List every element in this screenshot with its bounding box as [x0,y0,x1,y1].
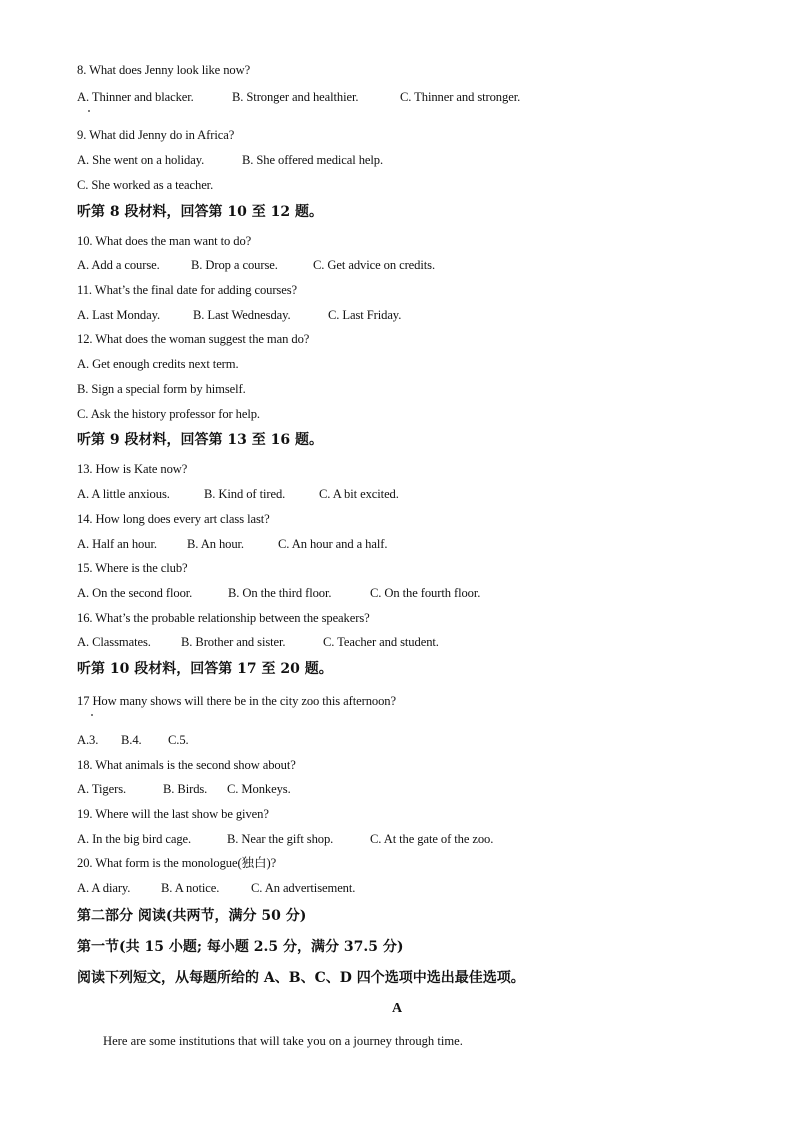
question-8-options [77,90,521,104]
option-a: A. In the big bird cage. [77,832,192,846]
question-14-options [77,537,388,551]
option-b: B. Last Wednesday. [193,308,291,322]
option-b: B. On the third floor. [228,586,332,600]
option-c: C. At the gate of the zoo. [370,832,494,846]
question-20-stem: 20. What form is the monologue(独白)? [77,856,277,870]
option-c: C. An advertisement. [251,881,356,895]
question-19-options [77,832,494,846]
question-19-stem: 19. Where will the last show be given? [77,807,269,821]
question-9-option-c: C. She worked as a teacher. [77,178,214,192]
question-16-stem: 16. What’s the probable relationship between the speakers? [77,611,370,625]
reading-instruction: 阅读下列短文，从每题所给的 A、B、C、D 四个选项中选出最佳选项。 [77,970,525,986]
section-10-heading: 听第 10 段材料，回答第 17 至 20 题。 [77,661,333,677]
option-b: B. An hour. [187,537,244,551]
option-c: C. An hour and a half. [278,537,388,551]
question-15-stem: 15. Where is the club? [77,561,188,575]
option-a: A. Add a course. [77,258,160,272]
question-12-option-a: A. Get enough credits next term. [77,357,239,371]
option-a: A. She went on a holiday. [77,153,205,167]
passage-label: A [391,1001,403,1016]
option-a: A. On the second floor. [77,586,193,600]
option-b: B. Brother and sister. [181,635,286,649]
question-16-options [77,635,439,649]
option-a: A. A diary. [77,881,131,895]
option-a: A.3. [77,733,99,747]
question-12-stem: 12. What does the woman suggest the man do? [77,332,310,346]
question-9-stem: 9. What did Jenny do in Africa? [77,128,235,142]
option-b: B. She offered medical help. [242,153,384,167]
option-c: C. Last Friday. [328,308,402,322]
option-a: A. Tigers. [77,782,127,796]
option-b: B. Birds. [163,782,208,796]
question-13-options [77,487,399,501]
section-1-heading: 第一节(共 15 小题; 每小题 2.5 分，满分 37.5 分) [77,939,404,955]
option-b: B. Stronger and healthier. [232,90,359,104]
option-c: C. Monkeys. [227,782,291,796]
option-b: B. Near the gift shop. [227,832,334,846]
question-20-options [77,881,356,895]
question-10-options [77,258,435,272]
option-a: A. Half an hour. [77,537,157,551]
option-c: C. Get advice on credits. [313,258,435,272]
option-b: B. A notice. [161,881,220,895]
option-b: B. Kind of tired. [204,487,286,501]
question-11-options [77,308,402,322]
part-2-title: 第二部分 阅读(共两节，满分 50 分) [77,908,307,924]
question-15-options [77,586,481,600]
question-12-option-b: B. Sign a special form by himself. [77,382,246,396]
stray-dot [91,714,93,716]
stray-dot [88,110,90,112]
section-9-heading: 听第 9 段材料，回答第 13 至 16 题。 [77,432,323,448]
option-a: A. A little anxious. [77,487,170,501]
question-18-options [77,782,291,796]
question-14-stem: 14. How long does every art class last? [77,512,270,526]
question-11-stem: 11. What’s the final date for adding courses? [77,283,298,297]
section-8-heading: 听第 8 段材料，回答第 10 至 12 题。 [77,204,323,220]
option-c: C. Teacher and student. [323,635,439,649]
question-12-option-c: C. Ask the history professor for help. [77,407,260,421]
question-10-stem: 10. What does the man want to do? [77,234,252,248]
option-b: B.4. [121,733,142,747]
option-a: A. Thinner and blacker. [77,90,194,104]
passage-intro: Here are some institutions that will take you on a journey through time. [103,1034,463,1048]
question-13-stem: 13. How is Kate now? [77,462,188,476]
option-a: A. Classmates. [77,635,151,649]
question-9-options [77,153,384,167]
question-8-stem: 8. What does Jenny look like now? [77,63,251,77]
option-c: C. Thinner and stronger. [400,90,521,104]
question-17-stem: 17 How many shows will there be in the city zoo this afternoon? [77,694,396,708]
question-17-options [77,733,189,747]
option-c: C. A bit excited. [319,487,399,501]
option-b: B. Drop a course. [191,258,278,272]
option-c: C. On the fourth floor. [370,586,481,600]
option-a: A. Last Monday. [77,308,161,322]
question-18-stem: 18. What animals is the second show about? [77,758,296,772]
option-c: C.5. [168,733,189,747]
